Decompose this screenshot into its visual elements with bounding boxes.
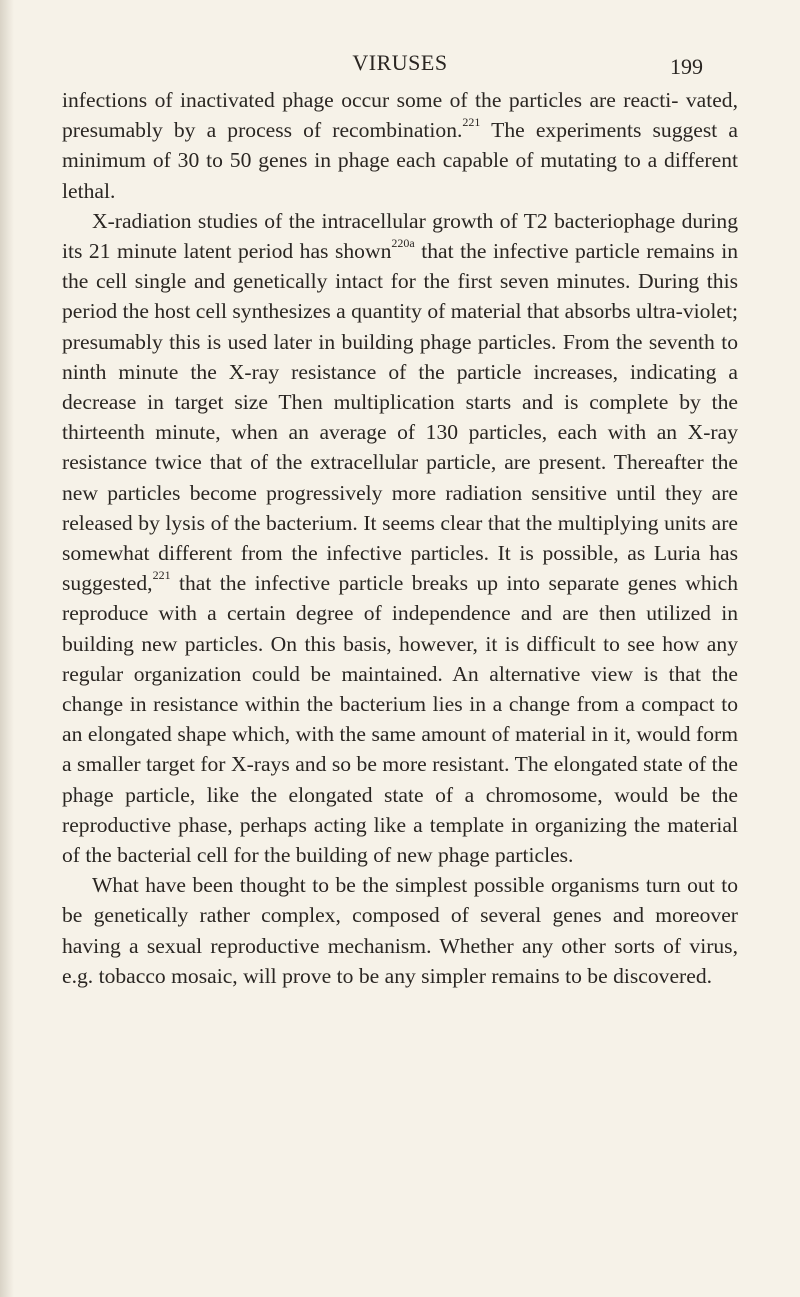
paragraph-text: X-radiation studies of the intracellular growth of T2 bacteriophage during its 21 minute latent period has shown [62,208,738,264]
body-text [62,85,738,991]
footnote-ref-221: 221 [462,115,481,130]
page-edge-shadow [0,0,14,1297]
running-title: VIRUSES [352,50,448,75]
paragraph-text: The experiments suggest a minimum of 30 to 50 genes in phage each capable of mutating to a different lethal. [62,118,738,203]
paragraph-text: What have been thought to be the simplest possible organisms turn out to be genetically rather complex, composed of several genes and moreover having a sexual reproductive mechanism. Whether any other sorts of virus, e.g. tobacco mosaic, will prove to be any simpler remains to be discovered. [62,873,738,988]
page-number: 199 [670,54,703,79]
paragraph-1 [62,85,738,206]
paragraph-text: that the infective particle remains in the cell single and genetically intact for the first seven minutes. During this period the host cell synthesizes a quantity of material that absorbs ultra-violet; presumably this is used later in building phage particles. From the seventh to ninth minute the X-ray resistance of the particle increases, indicating a decrease in target size Then multiplication starts and is complete by the thirteenth minute, when an average of 130 particles, each with an X-ray resistance twice that of the extracellular particle, are present. Thereafter the new particles become progressively more radiation sensitive until they are released by lysis of the bacterium. It seems clear that the multiplying units are somewhat different from the infective particles. It is possible, as Luria has suggested, [62,239,738,596]
footnote-ref-220a: 220a [391,235,415,250]
footnote-ref-221: 221 [152,568,171,583]
paragraph-text: that the infective particle breaks up into separate genes which reproduce with a certain degree of independence and are then utilized in building new particles. On this basis, however, it is difficult to see how any regular organization could be maintained. An alternative view is that the change in resistance within the bacterium lies in a change from a compact to an elongated shape which, with the same amount of material in it, would form a smaller target for X-rays and so be more resistant. The elongated state of the phage particle, like the elongated state of a chromosome, would be the reproductive phase, perhaps acting like a template in organizing the material of the bacterial cell for the building of new phage particles. [62,571,738,868]
page-header [0,50,800,84]
paragraph-2 [62,206,738,870]
paragraph-text: infections of inactivated phage occur some of the particles are reacti- vated, presumably by a process of recombination. [62,88,738,143]
paragraph-3 [62,870,738,991]
